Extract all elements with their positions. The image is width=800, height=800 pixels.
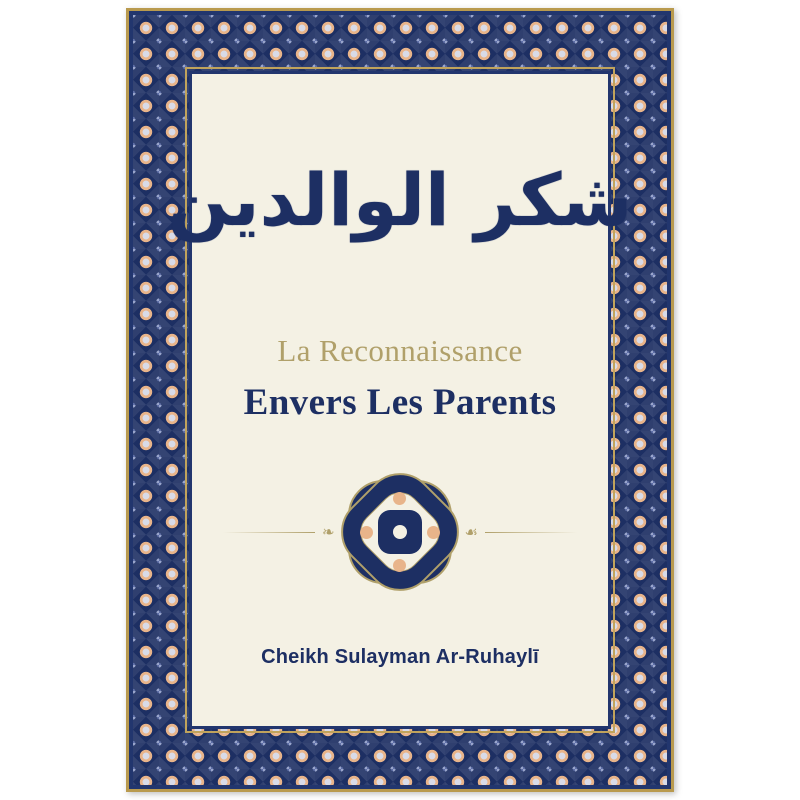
central-medallion-icon	[348, 480, 452, 584]
leaf-ornament-right-icon: ☙	[464, 523, 479, 542]
subtitle-secondary: Envers Les Parents	[243, 382, 557, 424]
divider-rule-left	[223, 532, 315, 533]
medallion-petal-left	[360, 526, 373, 539]
medallion-center-dot	[393, 525, 407, 539]
arabic-title: شكر الوالدين	[167, 158, 633, 242]
subtitle-primary: La Reconnaissance	[277, 333, 523, 369]
author-name: Cheikh Sulayman Ar-Ruhaylī	[261, 646, 539, 669]
cover-content-field	[167, 74, 633, 726]
leaf-ornament-left-icon: ❧	[321, 523, 335, 542]
medallion-divider	[192, 480, 608, 584]
divider-rule-right	[485, 532, 577, 533]
medallion-petal-right	[427, 526, 440, 539]
book-cover	[126, 8, 674, 792]
